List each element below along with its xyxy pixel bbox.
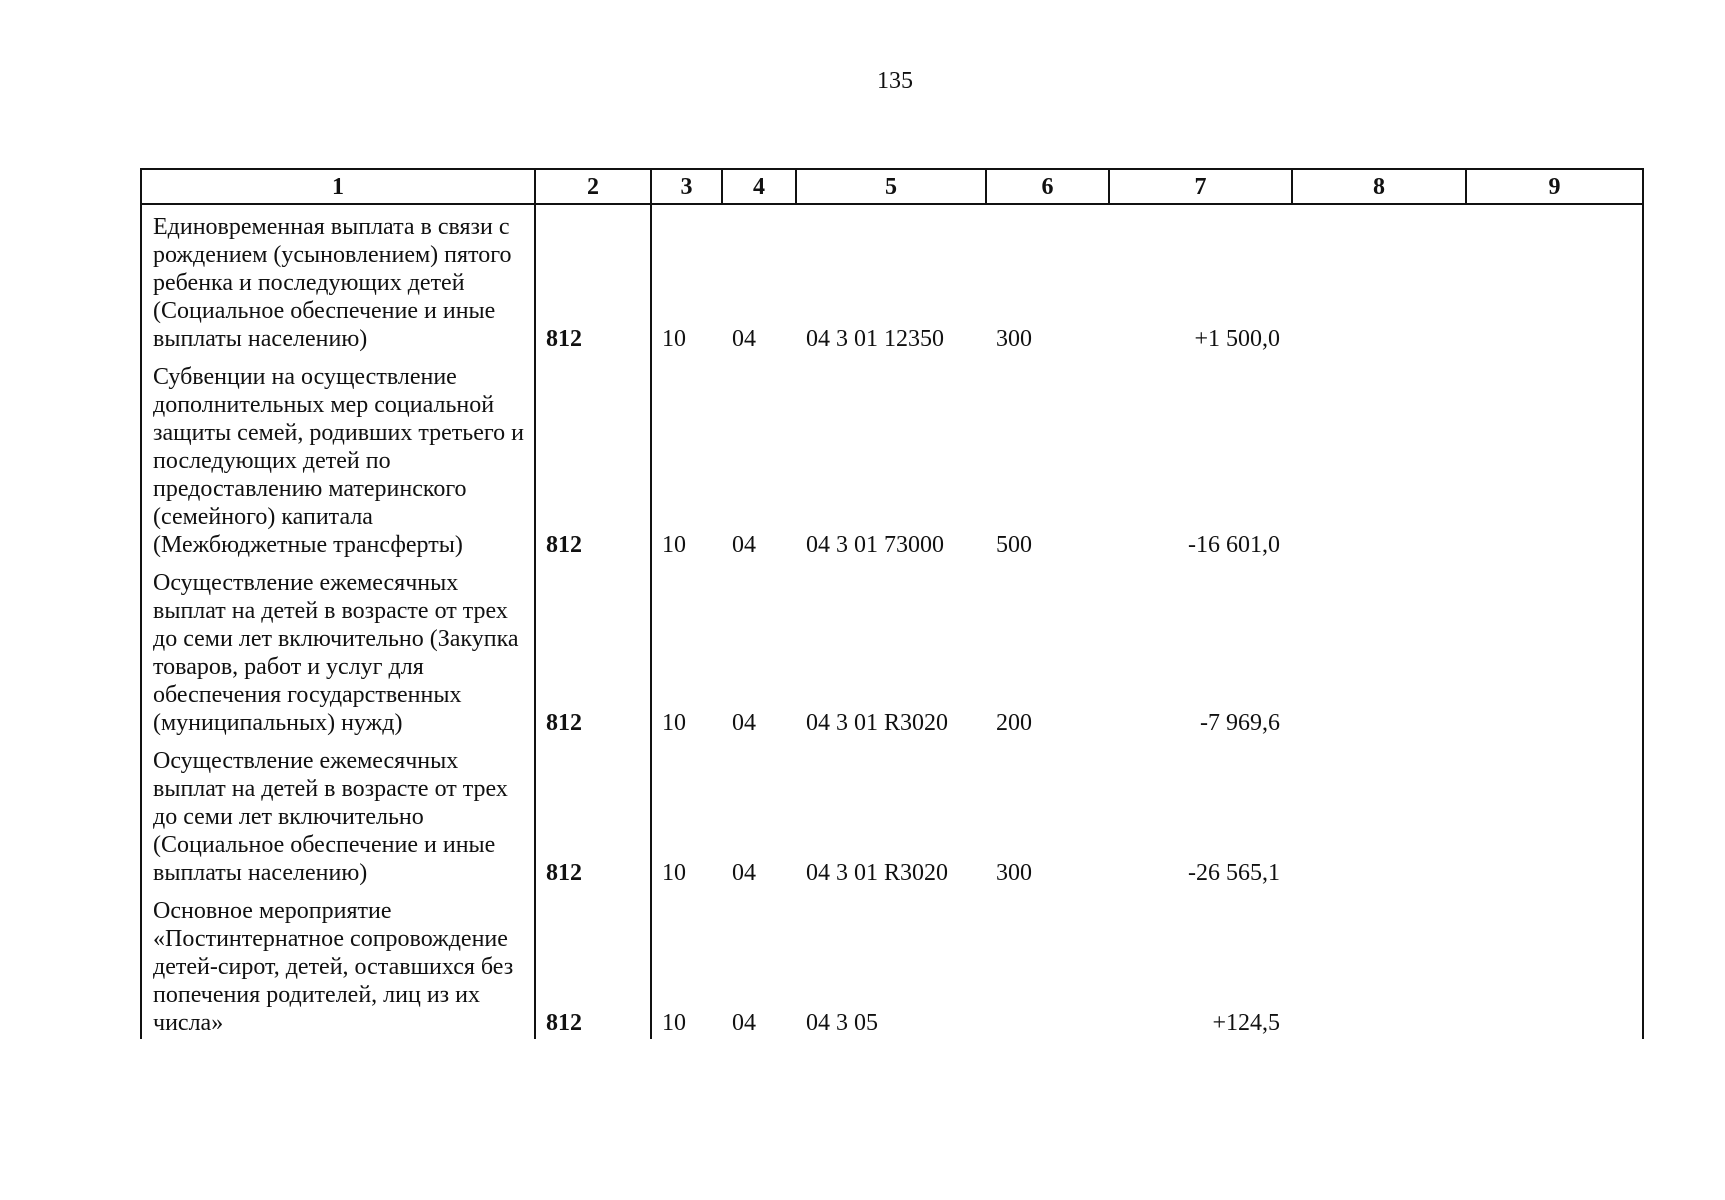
row-subsection: 04 <box>732 1010 756 1036</box>
row-name: Осуществление ежемесячных выплат на детей в возрасте от трех до семи лет включительно (Социальное обеспечение и иные выплаты населению) <box>141 739 535 889</box>
row-ministry: 812 <box>535 204 651 355</box>
row-col9 <box>1466 561 1643 739</box>
row-name: Единовременная выплата в связи с рождением (усыновлением) пятого ребенка и последующих детей (Социальное обеспечение и иные выплаты населению) <box>141 204 535 355</box>
row-name: Осуществление ежемесячных выплат на детей в возрасте от трех до семи лет включительно (Закупка товаров, работ и услуг для обеспечения государственных (муниципальных) нужд) <box>141 561 535 739</box>
table-row <box>141 561 1643 739</box>
row-target: 04 3 01 73000 <box>806 532 944 558</box>
row-col8 <box>1292 889 1466 1039</box>
row-col9 <box>1466 204 1643 355</box>
row-amount: +1 500,0 <box>1194 326 1280 352</box>
row-ministry: 812 <box>535 739 651 889</box>
row-expense-type: 500 <box>996 532 1032 558</box>
page-number: 135 <box>877 68 913 94</box>
table-row <box>141 355 1643 561</box>
row-section: 10 <box>651 739 722 889</box>
row-section: 10 <box>651 561 722 739</box>
row-ministry: 812 <box>535 561 651 739</box>
header-col-3: 3 <box>651 169 722 204</box>
row-section: 10 <box>651 355 722 561</box>
table-row <box>141 889 1643 1039</box>
row-expense-type: 200 <box>996 710 1032 736</box>
header-col-6: 6 <box>986 169 1109 204</box>
header-col-2: 2 <box>535 169 651 204</box>
header-row <box>141 169 1643 204</box>
row-section: 10 <box>651 204 722 355</box>
row-expense-type: 300 <box>996 326 1032 352</box>
budget-table <box>140 168 1644 1039</box>
header-col-1: 1 <box>141 169 535 204</box>
row-expense-type: 300 <box>996 860 1032 886</box>
table-row <box>141 739 1643 889</box>
row-col8 <box>1292 561 1466 739</box>
row-col9 <box>1466 355 1643 561</box>
row-col9 <box>1466 739 1643 889</box>
row-amount: +124,5 <box>1212 1010 1280 1036</box>
header-col-4: 4 <box>722 169 796 204</box>
row-subsection: 04 <box>732 860 756 886</box>
row-subsection: 04 <box>732 710 756 736</box>
row-ministry: 812 <box>535 889 651 1039</box>
row-expense-type <box>986 889 1109 1039</box>
row-subsection: 04 <box>732 326 756 352</box>
row-ministry: 812 <box>535 355 651 561</box>
table-row <box>141 204 1643 355</box>
header-col-7: 7 <box>1109 169 1292 204</box>
row-section: 10 <box>651 889 722 1039</box>
row-name: Субвенции на осуществление дополнительных мер социальной защиты семей, родивших третьего и последующих детей по предоставлению материнского (семейного) капитала (Межбюджетные трансферты) <box>141 355 535 561</box>
row-subsection: 04 <box>732 532 756 558</box>
row-col8 <box>1292 355 1466 561</box>
row-amount: -16 601,0 <box>1188 532 1280 558</box>
row-target: 04 3 01 12350 <box>806 326 944 352</box>
row-target: 04 3 05 <box>806 1010 878 1036</box>
row-amount: -26 565,1 <box>1188 860 1280 886</box>
header-col-9: 9 <box>1466 169 1643 204</box>
row-target: 04 3 01 R3020 <box>806 710 949 736</box>
row-col9 <box>1466 889 1643 1039</box>
row-amount: -7 969,6 <box>1200 710 1280 736</box>
row-col8 <box>1292 204 1466 355</box>
header-col-8: 8 <box>1292 169 1466 204</box>
header-col-5: 5 <box>796 169 986 204</box>
row-col8 <box>1292 739 1466 889</box>
row-name: Основное мероприятие «Постинтернатное сопровождение детей-сирот, детей, оставшихся без попечения родителей, лиц из их числа» <box>141 889 535 1039</box>
row-target: 04 3 01 R3020 <box>806 860 949 886</box>
